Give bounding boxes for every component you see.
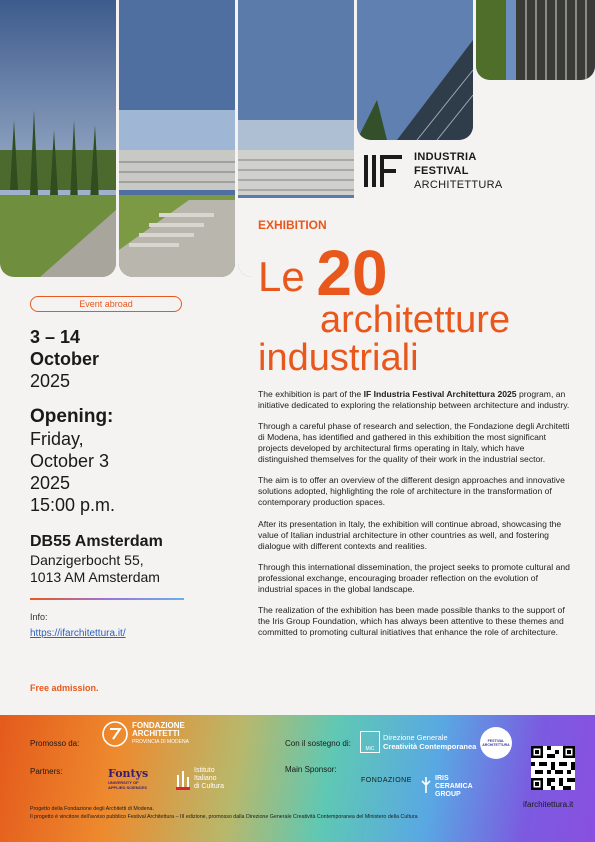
- festival-brand: [364, 150, 503, 192]
- paragraph-2: Through a careful phase of research and selection, the Fondazione degli Architetti di Modena, has identified and gathered in this exhibition the most significant projects developed by architectural firms operating in Italy, which have distinguished themselves for the quality of their work in the industrial sector.: [258, 421, 570, 465]
- event-details: [30, 296, 185, 639]
- gradient-divider: [30, 598, 184, 600]
- venue-name: DB55 Amsterdam: [30, 533, 163, 550]
- mic-logo: [360, 731, 476, 753]
- paragraph-5: Through this international dissemination, the project seeks to promote cultural and professional exchange, encouraging broader reflection on the evolution of industrial spaces in the global landscape.: [258, 561, 570, 594]
- if-logo-icon: [364, 151, 404, 191]
- dg-line-2: Creatività Contemporanea: [383, 742, 477, 751]
- info-block: [30, 612, 185, 639]
- title-number: 20: [316, 237, 388, 309]
- venue-address-2: 1013 AM Amsterdam: [30, 569, 160, 585]
- description: [258, 389, 571, 648]
- free-admission: Free admission.: [30, 683, 99, 693]
- qr-code-icon: [531, 746, 575, 790]
- sponsor-footer: [0, 715, 595, 842]
- opening-day: Friday,: [30, 429, 84, 449]
- sponsor-label: Main Sponsor:: [285, 765, 337, 774]
- venue-address-1: Danzigerbocht 55,: [30, 552, 144, 568]
- p1-text-a: The exhibition is part of the: [258, 389, 364, 399]
- photo-panel-5: [476, 0, 595, 80]
- fa-line-1: FONDAZIONE: [132, 721, 185, 730]
- iris-line-1: IRIS: [435, 775, 449, 782]
- title-prefix: Le: [258, 253, 305, 300]
- paragraph-1: [258, 389, 571, 411]
- iic-line-2: Italiano: [194, 775, 217, 782]
- venue: [30, 532, 185, 586]
- fine-print: [30, 805, 418, 821]
- photo-panel-1: [0, 0, 116, 277]
- opening-time: 15:00 p.m.: [30, 495, 116, 515]
- iris-group-logo: [420, 775, 473, 799]
- paragraph-4: After its presentation in Italy, the exhibition will continue abroad, showcasing the value of Italian industrial architecture in other countries as well, and fostering dialogue with different contexts and realities.: [258, 518, 562, 551]
- p1-festival-name: IF Industria Festival Architettura 2025: [363, 389, 517, 399]
- iris-logo-icon: [420, 775, 432, 795]
- dg-line-1: Direzione Generale: [383, 733, 448, 742]
- date-month: October: [30, 349, 100, 369]
- title-line-2: architetture: [320, 299, 511, 341]
- fa-line-2: ARCHITETTI: [132, 729, 180, 738]
- iris-line-2: CERAMICA: [435, 783, 473, 790]
- mic-mark: MiC: [360, 731, 380, 753]
- opening-label: Opening:: [30, 406, 114, 427]
- opening-info: [30, 406, 185, 516]
- event-dates: [30, 326, 185, 392]
- brand-text: [414, 150, 503, 192]
- fa-line-3: PROVINCIA DI MODENA: [132, 739, 189, 745]
- title-line-1: [258, 237, 388, 309]
- brand-line-1: INDUSTRIA: [414, 151, 477, 163]
- promoted-label: Promosso da:: [30, 739, 80, 748]
- opening-year: 2025: [30, 473, 71, 493]
- photo-collage: [0, 0, 595, 280]
- photo-panel-2: [119, 0, 235, 277]
- iic-line-1: Istituto: [194, 767, 215, 774]
- event-tag: Event abroad: [30, 296, 182, 312]
- festival-badge-text: FESTIVAL ARCHITETTURA: [482, 739, 510, 747]
- iic-logo-icon: [176, 767, 190, 791]
- fine-print-1: Progetto della Fondazione degli Architetti di Modena.: [30, 806, 154, 812]
- istituto-italiano-logo: [176, 767, 224, 791]
- paragraph-6: The realization of the exhibition has been made possible thanks to the support of the Iris Group Foundation, which has always been attentive to these themes and committed to promoting cultural initiatives that enhance the role of architecture.: [258, 604, 565, 637]
- photo-panel-3: [238, 0, 354, 277]
- qr-code[interactable]: [531, 746, 575, 790]
- fine-print-2: Il progetto è vincitore dell'avviso pubblico Festival Architettura – III edizione, promosso dalla Direzione Generale Creatività Contemporanea del Ministero della Cultura: [30, 814, 418, 820]
- opening-date: October 3: [30, 451, 110, 471]
- info-link[interactable]: https://ifarchitettura.it/: [30, 628, 126, 639]
- photo-panel-4: [357, 0, 473, 140]
- date-range: 3 – 14: [30, 327, 81, 347]
- brand-line-3: ARCHITETTURA: [414, 179, 503, 191]
- support-label: Con il sostegno di:: [285, 739, 351, 748]
- partners-label: Partners:: [30, 767, 63, 776]
- paragraph-3: The aim is to offer an overview of the different design approaches and innovative solutions adopted, highlighting the role of architecture in the transformation of contemporary production spaces.: [258, 475, 565, 508]
- fontys-name: Fontys: [108, 767, 149, 780]
- title-line-3: industriali: [258, 337, 419, 379]
- exhibition-label: EXHIBITION: [258, 218, 327, 232]
- festival-badge: [480, 727, 512, 759]
- fontys-sub: UNIVERSITY OF APPLIED SCIENCES: [108, 780, 147, 790]
- brand-line-2: FESTIVAL: [414, 165, 469, 177]
- p1-text-c: program, an initiative dedicated to exploring the relationship between architecture and industry.: [258, 389, 570, 410]
- fondazione-iris-logo: FONDAZIONE: [361, 777, 412, 784]
- info-label: Info:: [30, 612, 48, 622]
- fa-logo-icon: [102, 721, 128, 747]
- iic-line-3: di Cultura: [194, 783, 224, 790]
- fontys-logo: [108, 767, 148, 790]
- qr-caption: ifarchitettura.it: [523, 800, 574, 809]
- date-year: 2025: [30, 371, 71, 391]
- iris-line-3: GROUP: [435, 791, 461, 798]
- fondazione-architetti-logo: [102, 721, 189, 747]
